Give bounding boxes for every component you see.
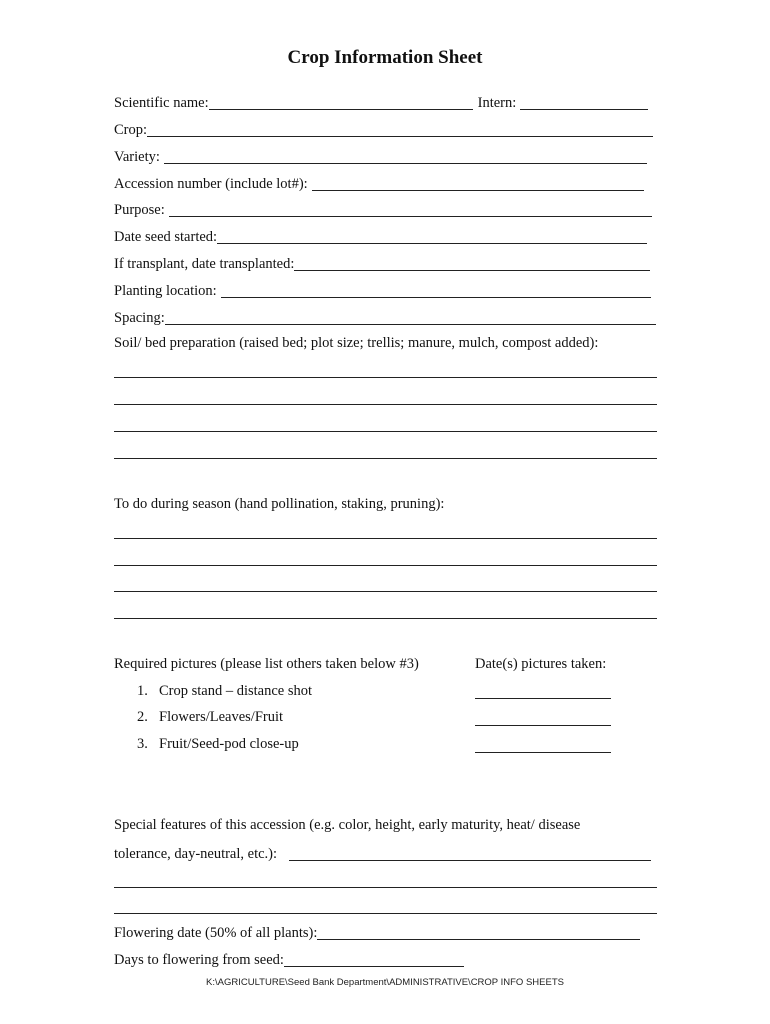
- crop-row: [114, 119, 653, 139]
- scientific-name-label: Scientific name:: [114, 95, 209, 111]
- spacing-label: Spacing:: [114, 310, 165, 326]
- days-to-flowering-label: Days to flowering from seed:: [114, 952, 284, 968]
- intern-field[interactable]: [520, 94, 648, 110]
- soil-prep-line[interactable]: [114, 458, 657, 459]
- date-seed-started-row: [114, 226, 647, 246]
- flowering-date-field[interactable]: [317, 924, 640, 940]
- pictures-heading: Required pictures (please list others taken below #3): [114, 656, 419, 672]
- soil-prep-line[interactable]: [114, 377, 657, 378]
- days-to-flowering-field[interactable]: [284, 951, 464, 967]
- todo-line[interactable]: [114, 565, 657, 566]
- picture-date-field[interactable]: [475, 698, 611, 699]
- accession-row: [114, 173, 644, 193]
- todo-label: To do during season (hand pollination, staking, pruning):: [114, 496, 445, 512]
- form-title: Crop Information Sheet: [287, 47, 483, 68]
- scientific-name-field[interactable]: [209, 94, 473, 110]
- footer-path: K:\AGRICULTURE\Seed Bank Department\ADMINISTRATIVE\CROP INFO SHEETS: [206, 977, 564, 988]
- crop-field[interactable]: [147, 121, 653, 137]
- purpose-label: Purpose:: [114, 202, 165, 218]
- crop-label: Crop:: [114, 122, 148, 138]
- special-features-line[interactable]: [114, 887, 657, 888]
- days-to-flowering-row: [114, 949, 464, 969]
- special-features-line[interactable]: [114, 913, 657, 914]
- picture-item-label: Fruit/Seed-pod close-up: [159, 736, 299, 752]
- picture-item-number: 2.: [137, 709, 148, 725]
- soil-prep-line[interactable]: [114, 404, 657, 405]
- transplant-label: If transplant, date transplanted:: [114, 256, 295, 272]
- spacing-row: [114, 307, 656, 327]
- soil-prep-label: Soil/ bed preparation (raised bed; plot size; trellis; manure, mulch, compost added):: [114, 335, 599, 351]
- planting-location-row: [114, 280, 651, 300]
- todo-line[interactable]: [114, 618, 657, 619]
- date-seed-started-field[interactable]: [217, 228, 647, 244]
- flowering-date-label: Flowering date (50% of all plants):: [114, 925, 318, 941]
- picture-item-number: 3.: [137, 736, 148, 752]
- special-features-label-cont: tolerance, day-neutral, etc.):: [114, 846, 278, 862]
- intern-label: Intern:: [477, 95, 517, 111]
- date-seed-started-label: Date seed started:: [114, 229, 218, 245]
- picture-item-label: Crop stand – distance shot: [159, 683, 313, 699]
- purpose-row: [114, 199, 652, 219]
- transplant-field[interactable]: [294, 255, 650, 271]
- picture-item-label: Flowers/Leaves/Fruit: [159, 709, 284, 725]
- transplant-row: [114, 253, 650, 273]
- pictures-dates-heading: Date(s) pictures taken:: [475, 656, 607, 672]
- soil-prep-line[interactable]: [114, 431, 657, 432]
- accession-field[interactable]: [312, 175, 644, 191]
- accession-label: Accession number (include lot#):: [114, 176, 308, 192]
- special-features-label: Special features of this accession (e.g. color, height, early maturity, heat/ disease: [114, 817, 581, 833]
- special-features-row: [114, 843, 651, 863]
- planting-location-label: Planting location:: [114, 283, 217, 299]
- picture-date-field[interactable]: [475, 752, 611, 753]
- spacing-field[interactable]: [165, 309, 656, 325]
- variety-label: Variety:: [114, 149, 160, 165]
- planting-location-field[interactable]: [221, 282, 651, 298]
- variety-field[interactable]: [164, 148, 647, 164]
- variety-row: [114, 146, 647, 166]
- purpose-field[interactable]: [169, 201, 652, 217]
- flowering-date-row: [114, 922, 640, 942]
- picture-item-number: 1.: [137, 683, 148, 699]
- scientific-name-row: [114, 92, 648, 112]
- todo-line[interactable]: [114, 538, 657, 539]
- picture-date-field[interactable]: [475, 725, 611, 726]
- special-features-field[interactable]: [289, 845, 651, 861]
- todo-line[interactable]: [114, 591, 657, 592]
